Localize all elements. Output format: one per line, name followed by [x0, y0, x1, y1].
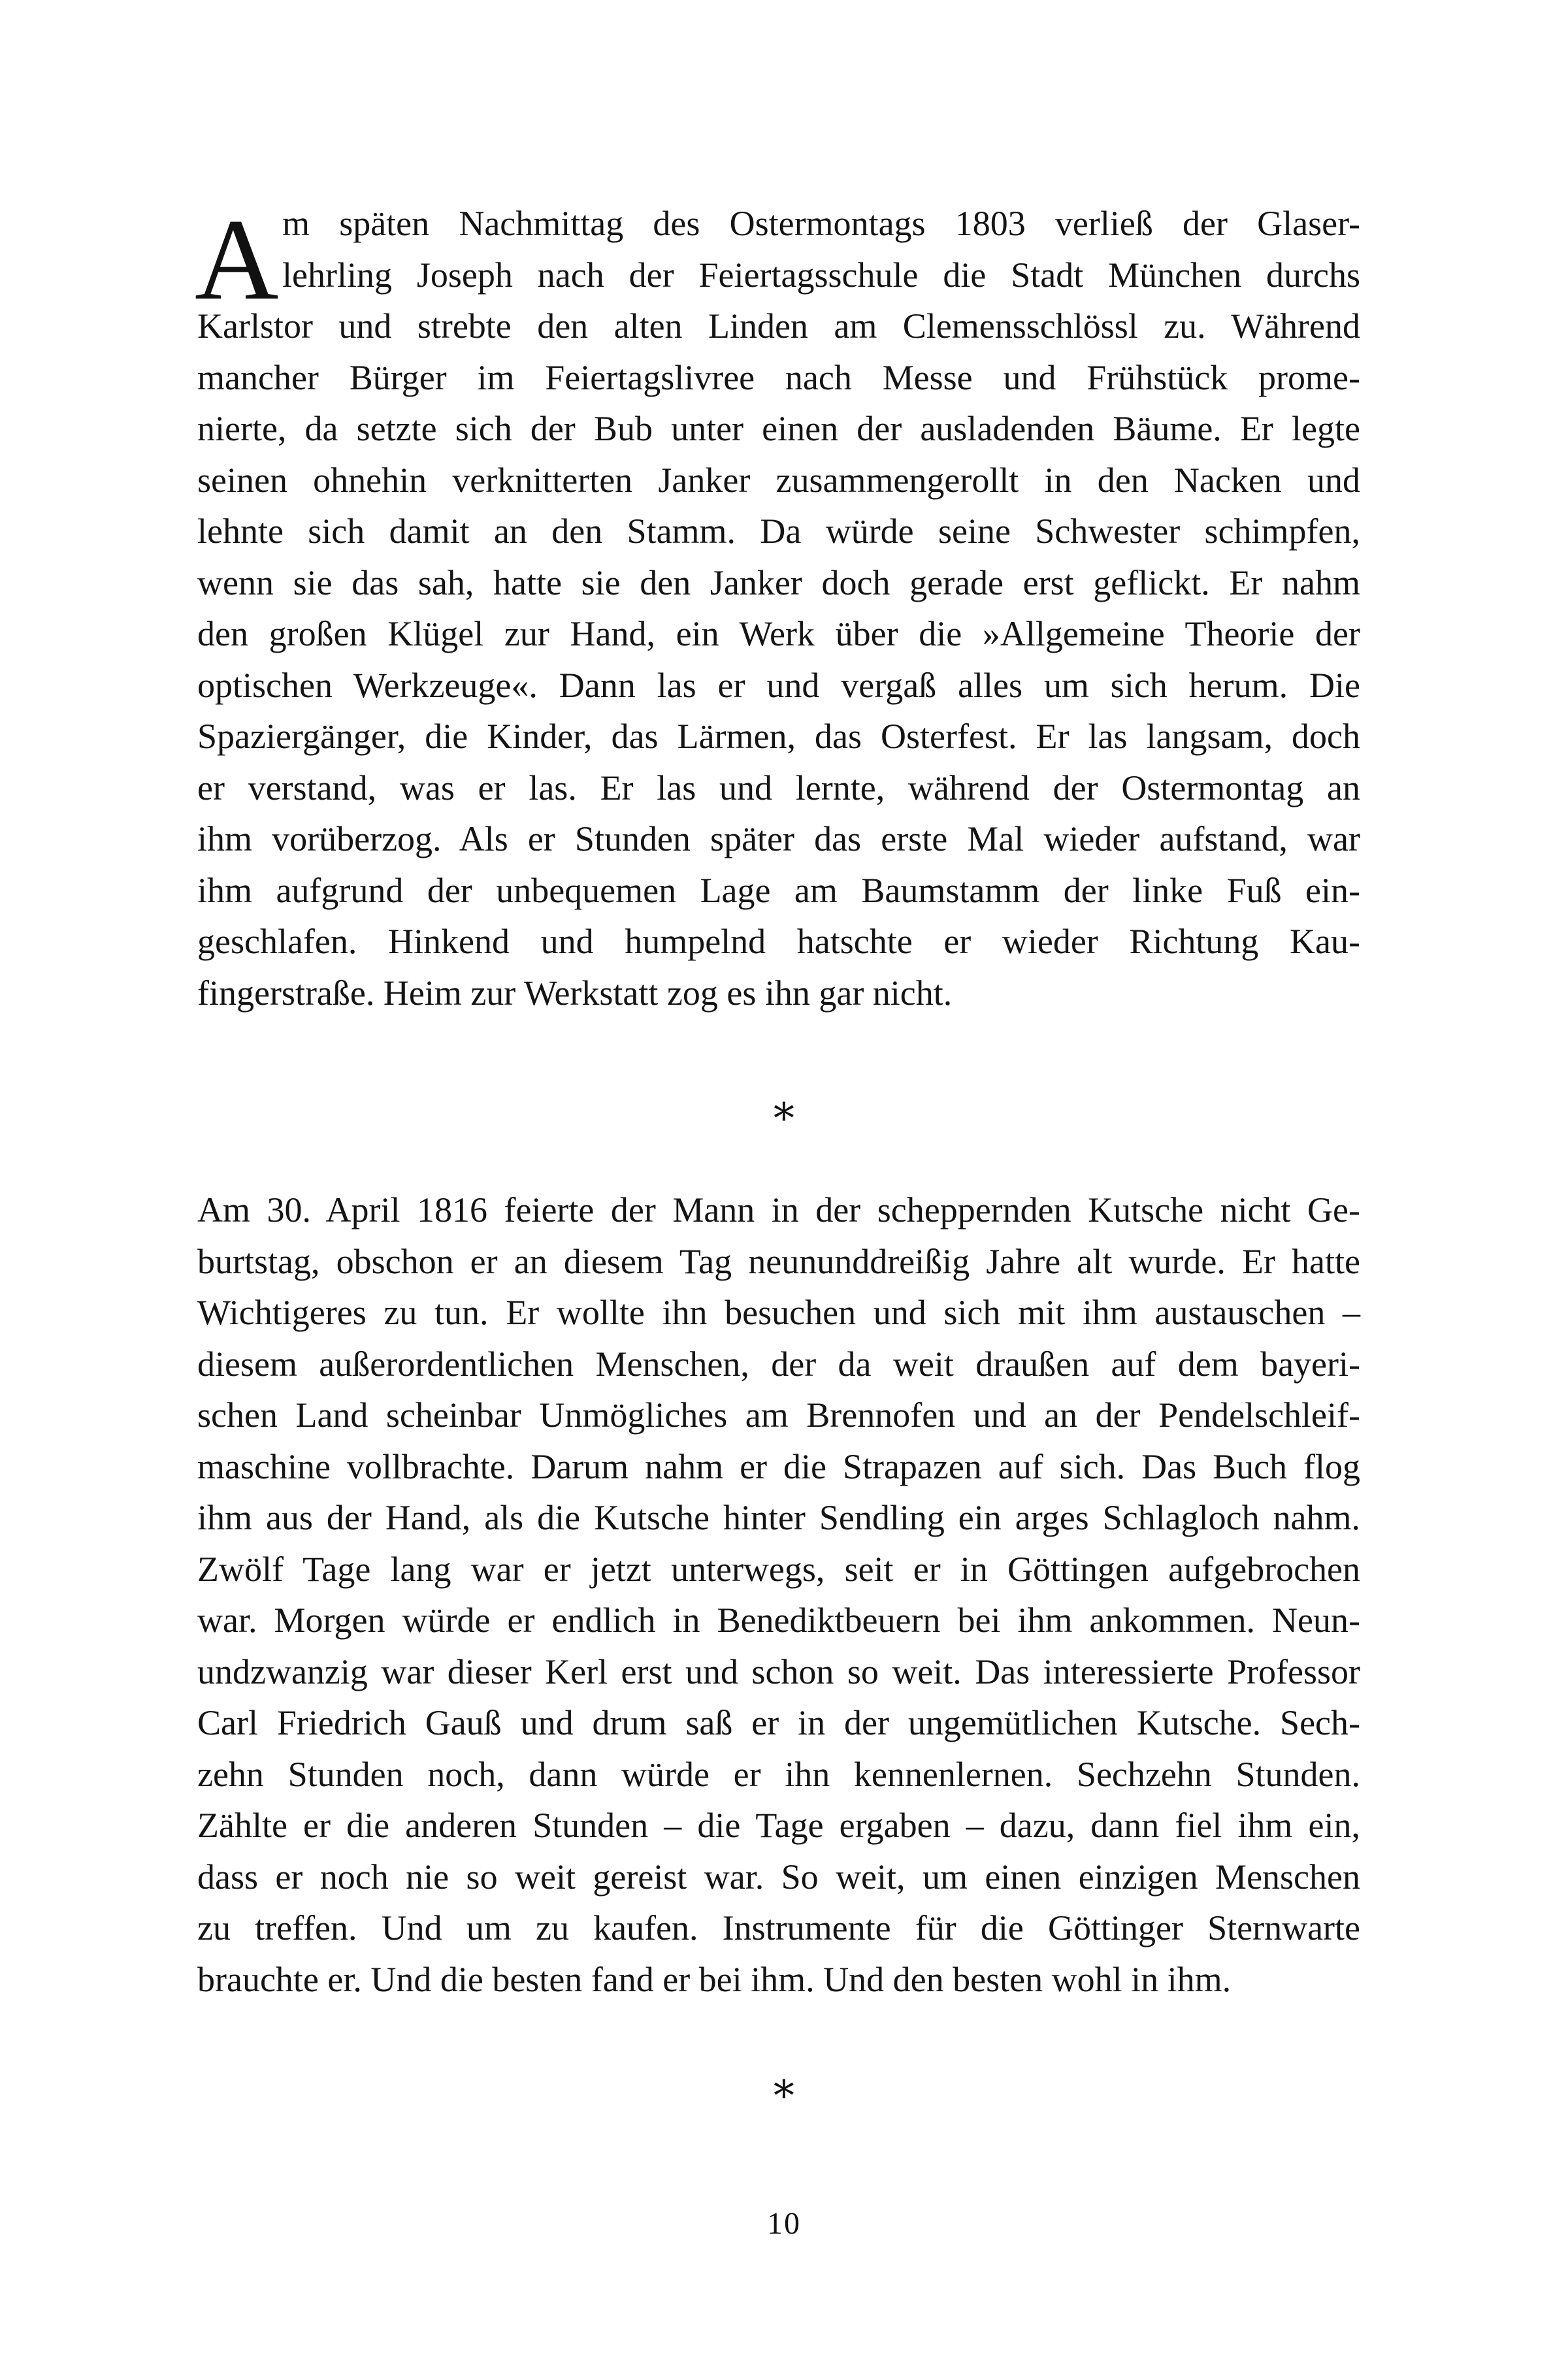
text-line: dass er noch nie so weit gereist war. So weit, um einen einzigen Menschen [197, 1857, 1360, 1897]
drop-cap: A [195, 195, 279, 324]
text-line: lehnte sich damit an den Stamm. Da würde seine Schwester schimpfen, [197, 512, 1360, 551]
text-line: ihm aufgrund der unbequemen Lage am Baumstamm der linke Fuß ein- [197, 870, 1360, 910]
text-line: maschine vollbrachte. Darum nahm er die Strapazen auf sich. Das Buch flog [197, 1446, 1360, 1486]
paragraph-2 [197, 1184, 1360, 2005]
paragraph-1 [195, 195, 1360, 1018]
text-line: geschlafen. Hinkend und humpelnd hatschte er wieder Richtung Kau- [197, 922, 1360, 961]
page-number: 10 [767, 2206, 801, 2241]
text-line: burtstag, obschon er an diesem Tag neununddreißig Jahre alt wurde. Er hatte [197, 1241, 1360, 1281]
text-line: Carl Friedrich Gauß und drum saß er in der ungemütlichen Kutsche. Sech- [197, 1703, 1360, 1742]
text-line: war. Morgen würde er endlich in Benediktbeuern bei ihm ankommen. Neun- [197, 1601, 1360, 1640]
text-line: er verstand, was er las. Er las und lernte, während der Ostermontag an [197, 768, 1360, 807]
text-line: Am 30. April 1816 feierte der Mann in der scheppernden Kutsche nicht Ge- [197, 1190, 1360, 1230]
text-line: brauchte er. Und die besten fand er bei ihm. Und den besten wohl in ihm. [197, 1959, 1232, 1999]
text-line: ihm vorüberzog. Als er Stunden später das erste Mal wieder aufstand, war [197, 819, 1360, 858]
text-line: lehrling Joseph nach der Feiertagsschule die Stadt München durchs [282, 255, 1360, 295]
text-line: Zählte er die anderen Stunden – die Tage ergaben – dazu, dann fiel ihm ein, [197, 1806, 1360, 1845]
text-line: undzwanzig war dieser Kerl erst und schon so weit. Das interessierte Professor [197, 1652, 1360, 1691]
text-line: zehn Stunden noch, dann würde er ihn kennenlernen. Sechzehn Stunden. [197, 1754, 1360, 1794]
asterisk-icon: ∗ [770, 1087, 798, 1133]
text-line: zu treffen. Und um zu kaufen. Instrumente für die Göttinger Sternwarte [197, 1908, 1360, 1947]
section-separator [0, 2064, 1568, 2111]
text-line: ihm aus der Hand, als die Kutsche hinter Sendling ein arges Schlagloch nahm. [197, 1498, 1360, 1537]
text-line: Karlstor und strebte den alten Linden am Clemensschlössl zu. Während [197, 306, 1360, 346]
text-line: Spaziergänger, die Kinder, das Lärmen, das Osterfest. Er las langsam, doch [197, 717, 1360, 756]
text-line: nierte, da setzte sich der Bub unter einen der ausladenden Bäume. Er legte [197, 409, 1360, 448]
text-line: optischen Werkzeuge«. Dann las er und vergaß alles um sich herum. Die [197, 665, 1360, 705]
text-line: den großen Klügel zur Hand, ein Werk über die »Allgemeine Theorie der [197, 614, 1360, 653]
text-line: fingerstraße. Heim zur Werkstatt zog es ihn gar nicht. [197, 973, 953, 1013]
text-line: wenn sie das sah, hatte sie den Janker doch gerade erst geflickt. Er nahm [197, 562, 1360, 602]
text-line: Zwölf Tage lang war er jetzt unterwegs, seit er in Göttingen aufgebrochen [197, 1549, 1360, 1589]
text-line: seinen ohnehin verknitterten Janker zusammengerollt in den Nacken und [197, 460, 1360, 500]
text-line: m späten Nachmittag des Ostermontags 1803 verließ der Glaser- [282, 204, 1360, 243]
text-line: Wichtigeres zu tun. Er wollte ihn besuchen und sich mit ihm austauschen – [197, 1293, 1360, 1332]
section-separator [0, 1087, 1568, 1133]
text-line: diesem außerordentlichen Menschen, der da weit draußen auf dem bayeri- [197, 1344, 1360, 1384]
asterisk-icon: ∗ [770, 2064, 798, 2111]
text-line: schen Land scheinbar Unmögliches am Brennofen und an der Pendelschleif- [197, 1395, 1360, 1435]
text-line: mancher Bürger im Feiertagslivree nach Messe und Frühstück prome- [197, 357, 1360, 397]
